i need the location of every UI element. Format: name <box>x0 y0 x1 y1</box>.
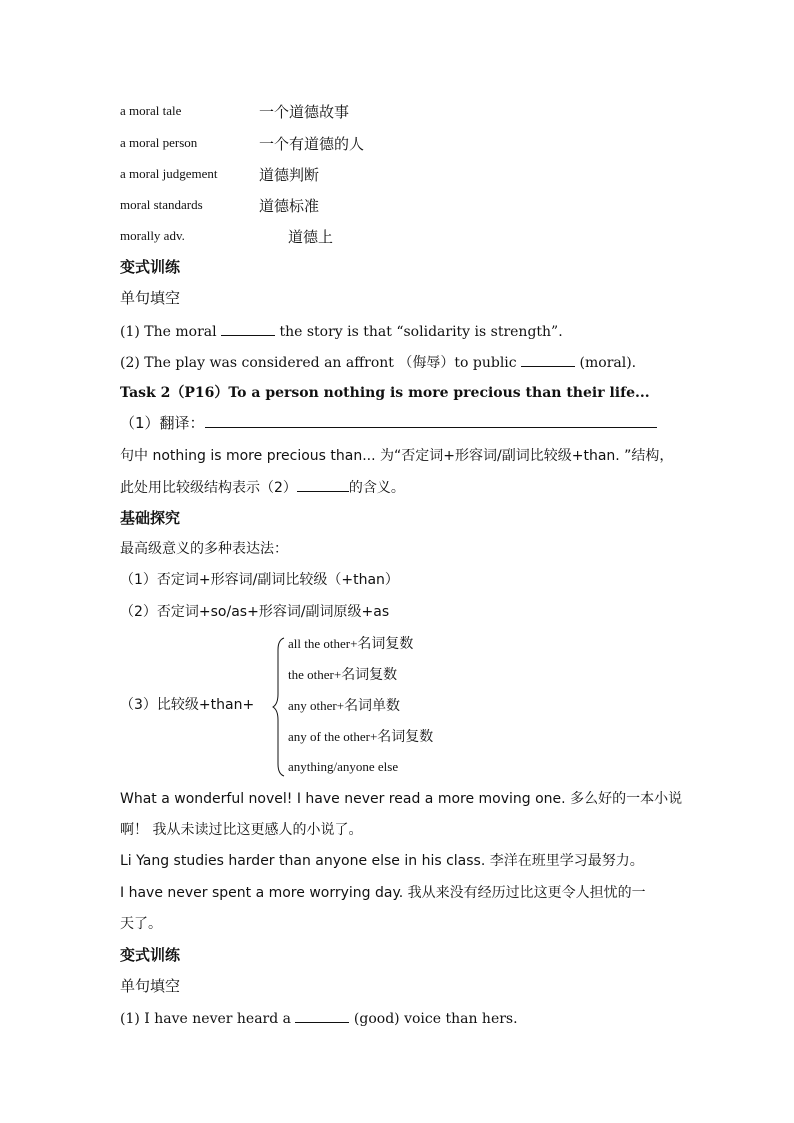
answer-blank[interactable] <box>295 1008 349 1023</box>
section-subheading: 单句填空 <box>120 977 181 995</box>
vocab-cn: 一个道德故事 <box>259 103 350 121</box>
option-en: all the other+ <box>288 636 358 651</box>
note-text: 此处用比较级结构表示（2） <box>120 480 297 496</box>
question-text: (1) The moral <box>120 324 222 340</box>
option-en: anything/anyone else <box>288 759 399 774</box>
answer-blank[interactable] <box>297 477 349 492</box>
exercise-question-1 <box>120 321 563 342</box>
translate-label: （1）翻译： <box>120 414 205 432</box>
exercise-question-2 <box>120 352 636 373</box>
section-intro: 最高级意义的多种表达法： <box>120 541 288 557</box>
option-cn: 名词复数 <box>357 636 414 652</box>
rule-item: （2）否定词+so/as+形容词/副词原级+as <box>120 604 390 620</box>
vocab-cn: 道德标准 <box>259 197 320 215</box>
vocab-cn: 道德上 <box>288 228 334 246</box>
vocab-en: a moral person <box>120 135 198 150</box>
vocab-en: a moral judgement <box>120 166 218 181</box>
option-cn: 名词单数 <box>344 698 401 714</box>
vocab-cn: 一个有道德的人 <box>259 135 365 153</box>
option-en: the other+ <box>288 667 342 682</box>
option-cn: 名词复数 <box>341 667 398 683</box>
example-sentence: Li Yang studies harder than anyone else in his class. 李洋在班里学习最努力。 <box>120 853 644 869</box>
note-text: 的含义。 <box>348 480 405 496</box>
task-title: Task 2（P16）To a person nothing is more precious than their life... <box>120 385 650 401</box>
example-sentence: What a wonderful novel! I have never read a more moving one. 多么好的一本小说 <box>120 791 683 807</box>
brace-option <box>288 633 413 653</box>
translate-blank[interactable] <box>205 413 657 428</box>
question-text: (1) I have never heard a <box>120 1011 296 1027</box>
translate-prompt <box>120 413 657 433</box>
section-heading: 变式训练 <box>120 946 181 964</box>
brace-option <box>288 759 398 775</box>
vocab-en: a moral tale <box>120 103 182 118</box>
example-sentence: 啊！ 我从未读过比这更感人的小说了。 <box>120 822 363 838</box>
note-line <box>120 477 405 498</box>
answer-blank[interactable] <box>521 352 575 367</box>
vocab-cn: 道德判断 <box>259 166 320 184</box>
note-line: 句中 nothing is more precious than... 为“否定词+形容词/副词比较级+than. ”结构， <box>120 448 674 464</box>
option-en: any other+ <box>288 698 345 713</box>
rule-item: （3）比较级+than+ <box>120 697 255 713</box>
section-subheading: 单句填空 <box>120 289 181 307</box>
section-heading: 变式训练 <box>120 258 181 276</box>
question-text: the story is that “solidarity is strength”. <box>275 324 563 340</box>
brace-option <box>288 664 397 684</box>
option-cn: 名词复数 <box>377 729 434 745</box>
rule-item: （1）否定词+形容词/副词比较级（+than） <box>120 572 399 588</box>
curly-brace-icon <box>272 636 288 778</box>
question-text: (good) voice than hers. <box>349 1011 518 1027</box>
vocab-en: morally adv. <box>120 228 185 243</box>
exercise-question-1 <box>120 1008 518 1029</box>
vocab-en: moral standards <box>120 197 203 212</box>
answer-blank[interactable] <box>221 321 275 336</box>
question-text: (moral). <box>575 355 637 371</box>
example-sentence: 天了。 <box>120 916 162 932</box>
brace-option <box>288 726 433 746</box>
question-text: (2) The play was considered an affront （侮辱）to public <box>120 355 522 371</box>
option-en: any of the other+ <box>288 729 378 744</box>
brace-option <box>288 695 400 715</box>
section-heading: 基础探究 <box>120 509 181 527</box>
example-sentence: I have never spent a more worrying day. 我从来没有经历过比这更令人担忧的一 <box>120 885 646 901</box>
